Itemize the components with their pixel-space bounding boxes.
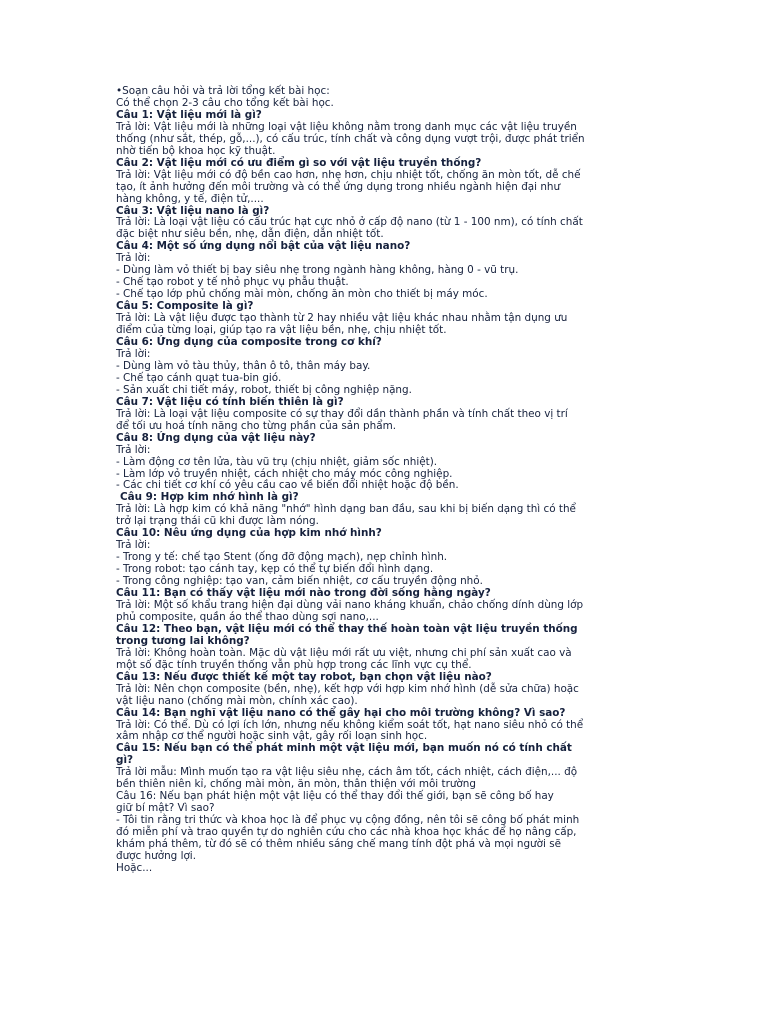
answer-line: - Tôi tin rằng tri thức và khoa học là để phục vụ cộng đồng, nên tôi sẽ công bố phát minh xyxy=(116,814,580,827)
answer-line: - Chế tạo robot y tế nhỏ phục vụ phẫu thuật. xyxy=(116,276,349,289)
qa-item xyxy=(116,624,646,672)
answer-line: vật liệu nano (chống mài mòn, chính xác cao). xyxy=(116,694,358,707)
answer-line: Trả lời: Vật liệu mới là những loại vật liệu không nằm trong danh mục các vật liệu truyền xyxy=(116,120,577,133)
answer-line: - Trong robot: tạo cánh tay, kẹp có thể tự biến đổi hình dạng. xyxy=(116,563,434,576)
answer-line: - Làm lớp vỏ truyền nhiệt, cách nhiệt cho máy móc công nghiệp. xyxy=(116,467,453,480)
intro-block xyxy=(116,86,646,110)
answer-line: Trả lời mẫu: Mình muốn tạo ra vật liệu siêu nhẹ, cách âm tốt, cách nhiệt, cách điện,... độ xyxy=(116,766,578,779)
qa-item xyxy=(116,433,646,493)
answer-line: Trả lời: Có thể. Dù có lợi ích lớn, nhưng nếu không kiểm soát tốt, hạt nano siêu nhỏ có thể xyxy=(116,718,584,731)
answer-line: hàng không, y tế, điện tử,.... xyxy=(116,192,264,205)
answer-line: Trả lời: Là loại vật liệu composite có sự thay đổi dần thành phần và tính chất theo vị trí xyxy=(116,407,568,420)
answer-line: một số đặc tính truyền thống vẫn phù hợp trong các lĩnh vực cụ thể. xyxy=(116,658,472,671)
answer-line: - Chế tạo lớp phủ chống mài mòn, chống ăn mòn cho thiết bị máy móc. xyxy=(116,288,488,301)
answer-line: - Trong công nghiệp: tạo van, cảm biến nhiệt, cơ cấu truyền động nhỏ. xyxy=(116,575,483,588)
question-heading: gì? xyxy=(116,754,134,767)
answer-line: được hưởng lợi. xyxy=(116,850,196,862)
qa-item xyxy=(116,588,646,624)
answer-line: Trả lời: xyxy=(116,347,151,360)
question-heading: Câu 14: Bạn nghĩ vật liệu nano có thể gây hại cho môi trường không? Vì sao? xyxy=(116,706,566,719)
answer-line: đặc biệt như siêu bền, nhẹ, dẫn điện, dẫn nhiệt tốt. xyxy=(116,228,384,241)
question-heading: Câu 8: Ứng dụng của vật liệu này? xyxy=(116,431,316,444)
answer-line: - Dùng làm vỏ thiết bị bay siêu nhẹ trong ngành hàng không, hàng 0 - vũ trụ. xyxy=(116,264,519,277)
question-heading: Câu 2: Vật liệu mới có ưu điểm gì so với vật liệu truyền thống? xyxy=(116,156,482,169)
question-heading: Câu 5: Composite là gì? xyxy=(116,300,254,313)
qa-item xyxy=(116,206,646,242)
qa-item xyxy=(116,337,646,397)
answer-line: Trả lời: xyxy=(116,539,151,552)
answer-line: điểm của từng loại, giúp tạo ra vật liệu bền, nhẹ, chịu nhiệt tốt. xyxy=(116,324,447,337)
answer-line: giữ bí mật? Vì sao? xyxy=(116,802,215,815)
answer-line: bền thiên niên kỉ, chống mài mòn, ăn mòn, thân thiện với môi trường xyxy=(116,778,476,791)
qa-item xyxy=(116,672,646,708)
qa-item xyxy=(116,301,646,337)
answer-line: - Chế tạo cánh quạt tua-bin gió. xyxy=(116,371,282,384)
question-heading: Câu 10: Nêu ứng dụng của hợp kim nhớ hình? xyxy=(116,527,382,540)
question-heading: Câu 3: Vật liệu nano là gì? xyxy=(116,204,270,217)
qa-item xyxy=(116,528,646,588)
answer-line: - Làm động cơ tên lửa, tàu vũ trụ (chịu nhiệt, giảm sốc nhiệt). xyxy=(116,455,438,468)
answer-line: phủ composite, quần áo thể thao dùng sợi nano,... xyxy=(116,610,379,623)
answer-line: Trả lời: Là vật liệu được tạo thành từ 2 hay nhiều vật liệu khác nhau nhằm tận dụng ưu xyxy=(116,312,568,325)
answer-line: - Dùng làm vỏ tàu thủy, thân ô tô, thân máy bay. xyxy=(116,359,371,372)
answer-line: Trả lời: xyxy=(116,443,151,456)
answer-line: đó miễn phí và trao quyền tự do nghiên cứu cho các nhà khoa học khác để họ nâng cấp, xyxy=(116,826,577,839)
question-heading: Câu 1: Vật liệu mới là gì? xyxy=(116,108,262,121)
question-heading: Câu 7: Vật liệu có tính biến thiên là gì? xyxy=(116,395,344,408)
answer-line: Trả lời: Là hợp kim có khả năng "nhớ" hình dạng ban đầu, sau khi bị biến dạng thì có thể xyxy=(116,503,576,516)
answer-line: tạo, ít ảnh hưởng đến môi trường và có thể ứng dụng trong nhiều ngành hiện đại như xyxy=(116,180,561,193)
qa-item xyxy=(116,158,646,206)
answer-line: Trả lời: xyxy=(116,252,151,265)
question-heading: Câu 9: Hợp kim nhớ hình là gì? xyxy=(120,491,299,504)
answer-line: - Các chi tiết cơ khí có yêu cầu cao về biến đổi nhiệt hoặc độ bền. xyxy=(116,479,459,492)
answer-line: Trả lời: Một số khẩu trang hiện đại dùng vải nano kháng khuẩn, chảo chống dính dùng lớp xyxy=(116,598,584,611)
document-page xyxy=(116,86,646,875)
answer-line: Trả lời: Vật liệu mới có độ bền cao hơn, nhẹ hơn, chịu nhiệt tốt, chống ăn mòn tốt, dễ chế xyxy=(116,168,581,181)
answer-line: - Sản xuất chi tiết máy, robot, thiết bị công nghiệp nặng. xyxy=(116,383,412,396)
intro-line: Có thể chọn 2-3 câu cho tổng kết bài học. xyxy=(116,96,334,109)
qa-item xyxy=(116,492,646,528)
answer-line: nhờ tiến bộ khoa học kỹ thuật. xyxy=(116,144,276,157)
qa-item xyxy=(116,241,646,301)
answer-line: Câu 16: Nếu bạn phát hiện một vật liệu có thể thay đổi thế giới, bạn sẽ công bố hay xyxy=(116,790,554,803)
answer-line: Trả lời: Không hoàn toàn. Mặc dù vật liệu mới rất ưu việt, nhưng chi phí sản xuất cao và xyxy=(116,646,572,659)
question-heading: Câu 12: Theo bạn, vật liệu mới có thể thay thế hoàn toàn vật liệu truyền thống xyxy=(116,622,578,635)
question-heading: Câu 11: Bạn có thấy vật liệu mới nào trong đời sống hằng ngày? xyxy=(116,587,491,600)
answer-line: Hoặc... xyxy=(116,861,153,874)
answer-line: Trả lời: Là loại vật liệu có cấu trúc hạt cực nhỏ ở cấp độ nano (từ 1 - 100 nm), có tính chất xyxy=(116,216,583,229)
qa-item xyxy=(116,708,646,744)
answer-line: Trả lời: Nên chọn composite (bền, nhẹ), kết hợp với hợp kim nhớ hình (dễ sửa chữa) hoặc xyxy=(116,682,579,695)
intro-line: •Soạn câu hỏi và trả lời tổng kết bài học: xyxy=(116,85,330,97)
qa-item xyxy=(116,743,646,874)
answer-line: để tối ưu hoá tính năng cho từng phần của sản phẩm. xyxy=(116,419,397,432)
answer-line: thống (như sắt, thép, gỗ,...), có cấu trúc, tính chất và công dụng vượt trội, được phát triển xyxy=(116,132,585,145)
question-heading: Câu 4: Một số ứng dụng nổi bật của vật liệu nano? xyxy=(116,240,411,253)
qa-item xyxy=(116,397,646,433)
question-heading: Câu 15: Nếu bạn có thể phát minh một vật liệu mới, bạn muốn nó có tính chất xyxy=(116,742,572,755)
qa-list xyxy=(116,110,646,875)
answer-line: khám phá thêm, từ đó sẽ có thêm nhiều sáng chế mang tính đột phá và mọi người sẽ xyxy=(116,838,561,851)
question-heading: trong tương lai không? xyxy=(116,634,250,647)
answer-line: - Trong y tế: chế tạo Stent (ống đỡ động mạch), nẹp chỉnh hình. xyxy=(116,551,448,564)
question-heading: Câu 13: Nếu được thiết kế một tay robot, bạn chọn vật liệu nào? xyxy=(116,670,492,683)
answer-line: trở lại trạng thái cũ khi được làm nóng. xyxy=(116,515,319,528)
qa-item xyxy=(116,110,646,158)
question-heading: Câu 6: Ứng dụng của composite trong cơ khí? xyxy=(116,336,382,349)
answer-line: xâm nhập cơ thể người hoặc sinh vật, gây rối loạn sinh học. xyxy=(116,730,428,743)
